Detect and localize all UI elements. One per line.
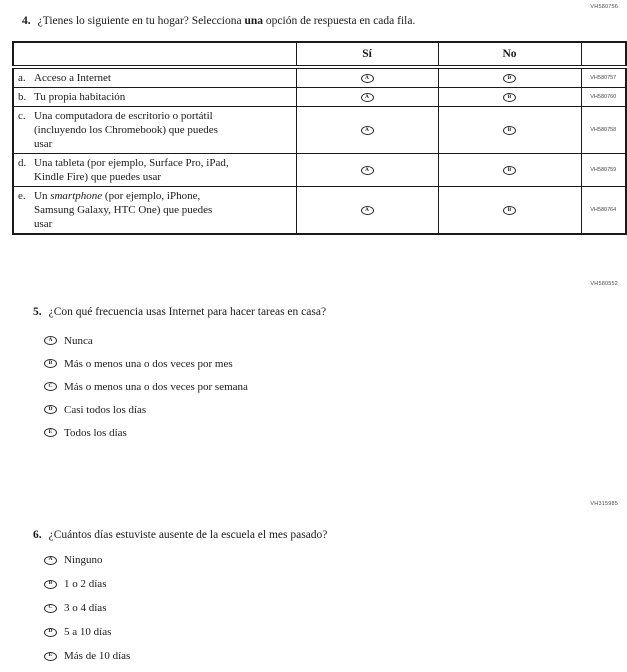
yes-bubble[interactable]: A bbox=[361, 206, 374, 215]
question-6-options bbox=[0, 548, 627, 668]
option-bubble[interactable]: E bbox=[44, 652, 57, 661]
question-6-section bbox=[0, 501, 627, 668]
option-label: Más de 10 días bbox=[64, 650, 131, 662]
answer-option bbox=[44, 596, 627, 620]
table-row-internet-access bbox=[13, 67, 626, 88]
no-cell bbox=[438, 187, 581, 235]
table-row-smartphone bbox=[13, 187, 626, 235]
row-letter: a. bbox=[18, 72, 26, 84]
option-bubble[interactable]: C bbox=[44, 382, 57, 391]
row-label: b. Tu propia habitación bbox=[13, 88, 296, 107]
question-6-number: 6. bbox=[33, 529, 42, 541]
no-cell bbox=[438, 107, 581, 154]
option-label: Casi todos los días bbox=[64, 403, 147, 416]
answer-option bbox=[44, 375, 627, 398]
yes-cell bbox=[296, 88, 438, 107]
answer-option bbox=[44, 352, 627, 375]
table-row-own-room bbox=[13, 88, 626, 107]
question-6-text-body: ¿Cuántos días estuviste ausente de la escuela el mes pasado? bbox=[48, 529, 328, 541]
yes-cell bbox=[296, 107, 438, 154]
option-label: Nunca bbox=[64, 334, 93, 347]
question-4-text-pre: ¿Tienes lo siguiente en tu hogar? Selecciona bbox=[37, 15, 245, 27]
item-code-q5: VH580552 bbox=[590, 281, 618, 287]
row-label: a. Acceso a Internet bbox=[13, 67, 296, 88]
question-4-text-post: opción de respuesta en cada fila. bbox=[263, 15, 416, 27]
item-code-q6: VH315985 bbox=[590, 501, 618, 507]
option-label: 3 o 4 días bbox=[64, 602, 107, 614]
row-label: d. Una tableta (por ejemplo, Surface Pro, iPad, Kindle Fire) que puedes usar bbox=[13, 154, 296, 187]
question-4-number: 4. bbox=[22, 15, 31, 27]
option-bubble[interactable]: A bbox=[44, 556, 57, 565]
no-bubble[interactable]: B bbox=[503, 126, 516, 135]
row-code: VH580758 bbox=[581, 107, 626, 154]
no-bubble[interactable]: B bbox=[503, 206, 516, 215]
column-header-yes: Sí bbox=[296, 42, 438, 67]
no-bubble[interactable]: B bbox=[503, 93, 516, 102]
answer-option bbox=[44, 329, 627, 352]
question-4-section bbox=[0, 4, 627, 235]
question-5-text bbox=[0, 305, 627, 319]
no-bubble[interactable]: B bbox=[503, 166, 516, 175]
option-label: 5 a 10 días bbox=[64, 626, 112, 638]
table-row-tablet bbox=[13, 154, 626, 187]
question-4-text bbox=[0, 14, 627, 28]
question-4-text-bold: una bbox=[244, 15, 264, 27]
yes-bubble[interactable]: A bbox=[361, 126, 374, 135]
option-label: Ninguno bbox=[64, 554, 103, 566]
answer-option bbox=[44, 620, 627, 644]
row-letter: c. bbox=[18, 110, 26, 122]
question-5-number: 5. bbox=[33, 306, 42, 318]
row-letter: b. bbox=[18, 91, 27, 103]
row-label: e. Un smartphone (por ejemplo, iPhone, Samsung Galaxy, HTC One) que puedes usar bbox=[13, 187, 296, 235]
option-bubble[interactable]: D bbox=[44, 405, 57, 414]
yes-cell bbox=[296, 67, 438, 88]
no-cell bbox=[438, 88, 581, 107]
option-bubble[interactable]: A bbox=[44, 336, 57, 345]
option-label: 1 o 2 días bbox=[64, 578, 107, 590]
row-code: VH580764 bbox=[581, 187, 626, 235]
household-items-table bbox=[12, 41, 627, 235]
no-cell bbox=[438, 67, 581, 88]
option-label: Todos los días bbox=[64, 426, 127, 439]
row-code: VH580760 bbox=[581, 88, 626, 107]
option-bubble[interactable]: C bbox=[44, 604, 57, 613]
answer-option bbox=[44, 421, 627, 444]
row-code: VH580757 bbox=[581, 67, 626, 88]
answer-option bbox=[44, 398, 627, 421]
question-5-section bbox=[0, 281, 627, 444]
item-code-q4: VH580756 bbox=[590, 4, 618, 10]
yes-bubble[interactable]: A bbox=[361, 74, 374, 83]
yes-bubble[interactable]: A bbox=[361, 93, 374, 102]
no-bubble[interactable]: B bbox=[503, 74, 516, 83]
yes-cell bbox=[296, 154, 438, 187]
option-bubble[interactable]: E bbox=[44, 428, 57, 437]
table-header-row bbox=[13, 42, 626, 67]
option-bubble[interactable]: B bbox=[44, 359, 57, 368]
question-5-text-body: ¿Con qué frecuencia usas Internet para hacer tareas en casa? bbox=[48, 306, 327, 318]
row-label: c. Una computadora de escritorio o portátil (incluyendo los Chromebook) que puedes usar bbox=[13, 107, 296, 154]
column-header-code bbox=[581, 42, 626, 67]
question-5-options bbox=[0, 329, 627, 444]
table-row-computer bbox=[13, 107, 626, 154]
column-header-no: No bbox=[438, 42, 581, 67]
option-label: Más o menos una o dos veces por semana bbox=[64, 380, 248, 393]
option-label: Más o menos una o dos veces por mes bbox=[64, 357, 233, 370]
option-bubble[interactable]: D bbox=[44, 628, 57, 637]
yes-bubble[interactable]: A bbox=[361, 166, 374, 175]
no-cell bbox=[438, 154, 581, 187]
answer-option bbox=[44, 548, 627, 572]
yes-cell bbox=[296, 187, 438, 235]
answer-option bbox=[44, 644, 627, 668]
question-6-text bbox=[0, 528, 627, 542]
column-header-item bbox=[13, 42, 296, 67]
row-letter: e. bbox=[18, 190, 26, 202]
row-letter: d. bbox=[18, 157, 27, 169]
answer-option bbox=[44, 572, 627, 596]
option-bubble[interactable]: B bbox=[44, 580, 57, 589]
row-code: VH580759 bbox=[581, 154, 626, 187]
